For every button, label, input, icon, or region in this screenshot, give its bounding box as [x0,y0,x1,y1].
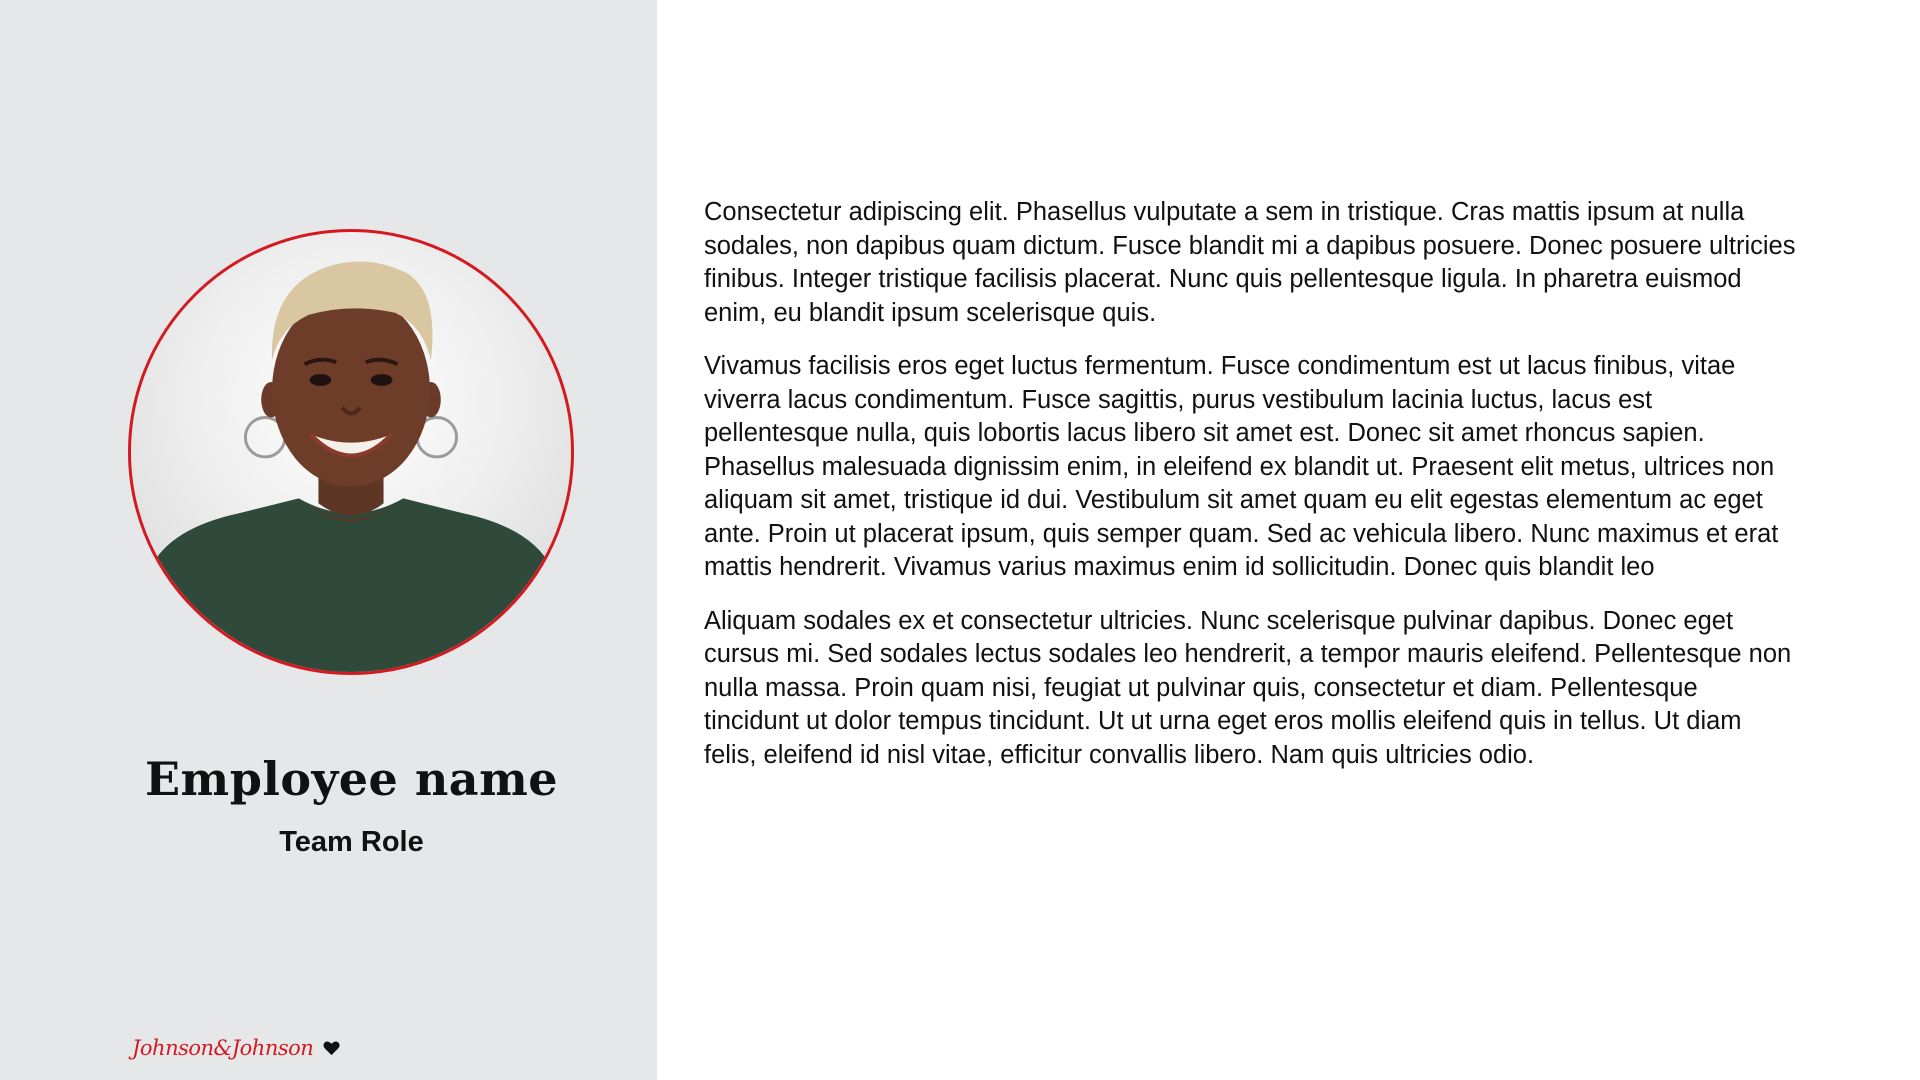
company-logo [132,1036,340,1060]
person-portrait-icon [131,232,571,672]
employee-name: Employee name [144,752,559,806]
bio-paragraph-3: Aliquam sodales ex et consectetur ultricies. Nunc scelerisque pulvinar dapibus. Donec eget cursus mi. Sed sodales lectus sodales leo hendrerit, a tempor mauris eleifend. Pellentesque non nulla massa. Proin quam nisi, feugiat ut pulvinar quis, consectetur et diam. Pellentesque tincidunt ut dolor tempus tincidunt. Ut ut urna eget eros mollis eleifend quis in tellus. Ut diam felis, eleifend id nisl vitae, efficitur convallis libero. Nam quis ultricies odio. [704,606,1792,769]
logo-text: Johnson&Johnson [132,1036,314,1060]
employee-photo [128,229,574,675]
team-role: Team Role [279,826,424,858]
heart-icon [323,1040,340,1056]
profile-panel [0,0,657,1080]
bio-paragraph-1: Consectetur adipiscing elit. Phasellus vulputate a sem in tristique. Cras mattis ipsum at nulla sodales, non dapibus quam dictum. Fusce blandit mi a dapibus posuere. Donec posuere ultricies finibus. Integer tristique facilisis placerat. Nunc quis pellentesque ligula. In pharetra euismod enim, eu blandit ipsum scelerisque quis. [704,198,1796,327]
bio-text [704,196,1799,792]
bio-paragraph-2: Vivamus facilisis eros eget luctus fermentum. Fusce condimentum est ut lacus finibus, vitae viverra lacus condimentum. Fusce sagittis, purus vestibulum lacinia luctus, lacus est pellentesque nulla, quis lobortis lacus libero sit amet est. Donec sit amet rhoncus sapien. Phasellus malesuada dignissim enim, in eleifend ex blandit ut. Praesent elit metus, ultrices non aliquam sit amet, tristique id dui. Vestibulum sit amet quam eu elit egestas elementum ac eget ante. Proin ut placerat ipsum, quis semper quam. Sed ac vehicula libero. Nunc maximus et erat mattis hendrerit. Vivamus varius maximus enim id sollicitudin. Donec quis blandit leo [704,352,1779,581]
